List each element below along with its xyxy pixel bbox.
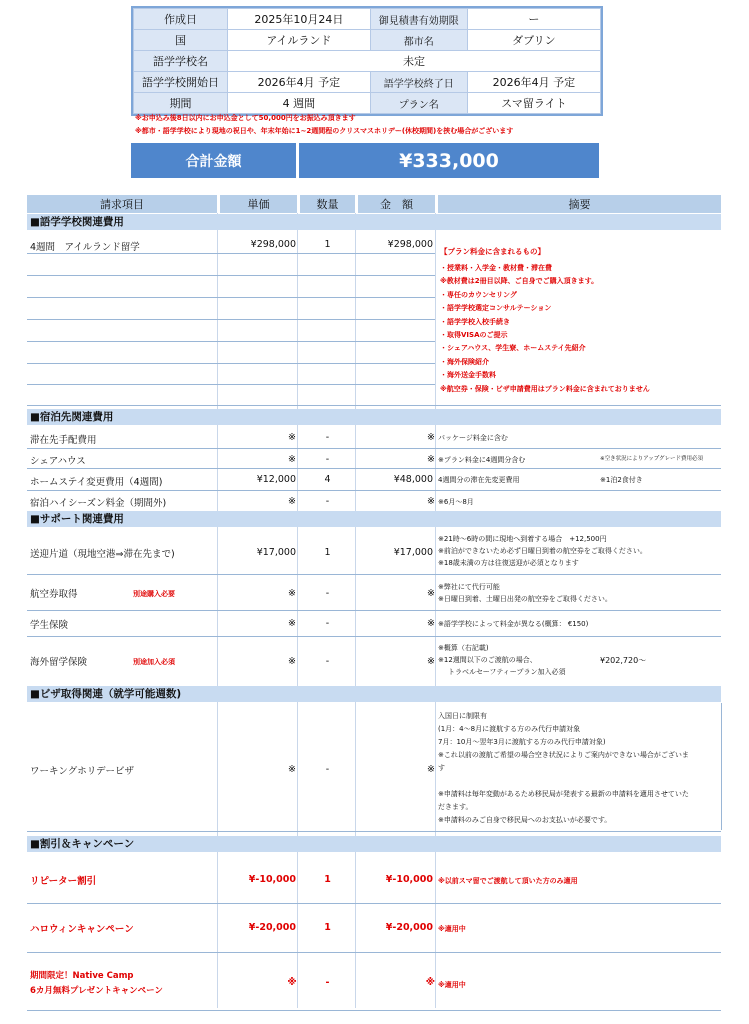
abroadins-amount: ※ — [427, 656, 435, 667]
airticket-unit: ※ — [288, 588, 296, 599]
row-line — [27, 405, 721, 406]
pickup-amount: ¥17,000 — [393, 547, 433, 558]
school-qty: 1 — [324, 239, 331, 250]
city-label: 都市名 — [370, 30, 467, 51]
row-line — [27, 952, 721, 953]
repeater-item: リピーター割引 — [30, 876, 97, 887]
plan-includes-list: ・授業料・入学金・教材費・滞在費 ※教材費は2冊目以降、ご自身でご購入頂きます。 ・専任のカウンセリング ・語学学校選定コンサルテーション ・語学学校入校手続き ・取得VISAのご提示 ・シェアハウス、学生寮、ホームステイ先紹介 ・海外保険紹介 ・海外送金手数料 ※航空券・保険・ビザ申請費用はプラン料金に含まれておりません — [440, 264, 650, 393]
country-value: アイルランド — [228, 30, 371, 51]
repeater-amount: ¥-10,000 — [385, 874, 433, 885]
studentins-qty: - — [325, 618, 330, 629]
repeater-qty: 1 — [324, 874, 331, 885]
column-divider — [721, 703, 722, 830]
end-label: 語学学校終了日 — [370, 72, 467, 93]
section-school: ■語学学校関連費用 — [27, 214, 721, 230]
row-line — [27, 384, 435, 385]
row-line — [27, 1010, 721, 1011]
validity-label: 御見積書有効期限 — [370, 9, 467, 30]
sharehouse-unit: ※ — [288, 454, 296, 465]
city-value: ダブリン — [467, 30, 600, 51]
halloween-amount: ¥-20,000 — [385, 922, 433, 933]
start-value: 2026年4月 予定 — [228, 72, 371, 93]
sharehouse-amount: ※ — [427, 454, 435, 465]
arrangement-unit: ※ — [288, 432, 296, 443]
repeater-unit: ¥-10,000 — [248, 874, 296, 885]
homestay-remark2: ※1泊2食付き — [600, 476, 643, 484]
airticket-item: 航空券取得 — [30, 589, 78, 600]
abroadins-qty: - — [325, 656, 330, 667]
header-amount: 金 額 — [358, 195, 435, 213]
visa-item: ワーキングホリデービザ — [30, 766, 135, 777]
arrangement-amount: ※ — [427, 432, 435, 443]
created-value: 2025年10月24日 — [228, 9, 371, 30]
header-remarks: 摘要 — [438, 195, 721, 213]
row-line — [27, 903, 721, 904]
studentins-unit: ※ — [288, 618, 296, 629]
sharehouse-remark2: ※空き状況によりアップグレード費用必須 — [600, 456, 704, 462]
arrangement-qty: - — [325, 432, 330, 443]
highseason-remark: ※6月～8月 — [438, 498, 474, 506]
plan-label: プラン名 — [370, 93, 467, 114]
homestay-item: ホームステイ変更費用（4週間) — [30, 477, 163, 488]
row-line — [27, 610, 721, 611]
row-line — [27, 831, 721, 832]
school-amount: ¥298,000 — [387, 239, 433, 250]
school-label: 語学学校名 — [134, 51, 228, 72]
homestay-qty: 4 — [324, 474, 331, 485]
row-line — [27, 490, 721, 491]
header-unit: 単価 — [220, 195, 297, 213]
created-label: 作成日 — [134, 9, 228, 30]
plan-includes-title: 【プラン料金に含まれるもの】 — [440, 247, 545, 256]
halloween-unit: ¥-20,000 — [248, 922, 296, 933]
abroadins-unit: ※ — [288, 656, 296, 667]
airticket-amount: ※ — [427, 588, 435, 599]
homestay-remark: 4週間分の滞在先変更費用 — [438, 476, 520, 484]
highseason-unit: ※ — [288, 496, 296, 507]
school-item: 4週間 アイルランド留学 — [30, 242, 140, 253]
school-unit: ¥298,000 — [250, 239, 296, 250]
row-line — [27, 448, 721, 449]
halloween-qty: 1 — [324, 922, 331, 933]
country-label: 国 — [134, 30, 228, 51]
row-line — [27, 341, 435, 342]
nativecamp-amount: ※ — [425, 977, 435, 988]
validity-value: ー — [467, 9, 600, 30]
visa-remarks: 入国日に制限有 (1月：4～8月に渡航する方のみ代行申請対象 7月：10月～翌年3月に渡航する方のみ代行申請対象) ※これ以前の渡航ご希望の場合空き状況によりご案内ができない場合がございま す ※申請料は毎年変動があるため移民局が発表する最新の申請料を適用させていた だきます。 ※申請料のみご自身で移民局へのお支払いが必要です。 — [438, 712, 689, 824]
abroadins-tag: 別途加入必須 — [133, 658, 175, 666]
plan-value: スマ留ライト — [467, 93, 600, 114]
period-label: 期間 — [134, 93, 228, 114]
studentins-remark: ※語学学校によって料金が異なる(概算： €150) — [438, 620, 589, 628]
visa-unit: ※ — [288, 764, 296, 775]
start-label: 語学学校開始日 — [134, 72, 228, 93]
abroadins-price: ¥202,720～ — [600, 656, 647, 665]
nativecamp-remark: ※適用中 — [438, 981, 466, 989]
sharehouse-qty: - — [325, 454, 330, 465]
row-line — [27, 253, 435, 254]
section-visa: ■ビザ取得関連（就学可能週数) — [27, 686, 721, 702]
row-line — [27, 275, 435, 276]
pickup-remarks: ※21時～6時の間に現地へ到着する場合 +12,500円 ※前泊ができないため必ず日曜日到着の航空券をご取得ください。 ※18歳未満の方は往復送迎が必須となります — [438, 535, 647, 567]
quote-info-table — [131, 6, 603, 116]
header-item: 請求項目 — [27, 195, 217, 213]
period-value: 4 週間 — [228, 93, 371, 114]
airticket-remarks: ※弊社にて代行可能 ※日曜日到着、土曜日出発の航空券をご取得ください。 — [438, 583, 612, 603]
row-line — [27, 468, 721, 469]
header-qty: 数量 — [300, 195, 355, 213]
highseason-qty: - — [325, 496, 330, 507]
nativecamp-qty: - — [325, 977, 330, 988]
halloween-item: ハロウィンキャンペーン — [30, 924, 134, 935]
visa-amount: ※ — [427, 764, 435, 775]
section-discount: ■割引＆キャンペーン — [27, 836, 721, 852]
repeater-remark: ※以前スマ留でご渡航して頂いた方のみ適用 — [438, 877, 578, 885]
school-value: 未定 — [228, 51, 601, 72]
total-value: ¥333,000 — [299, 143, 599, 178]
total-label: 合計金額 — [131, 143, 296, 178]
row-line — [27, 363, 435, 364]
pickup-item: 送迎片道（現地空港⇒滞在先まで) — [30, 549, 175, 560]
row-line — [27, 636, 721, 637]
sharehouse-remark: ※プラン料金に4週間分含む — [438, 456, 526, 464]
studentins-amount: ※ — [427, 618, 435, 629]
abroadins-remarks: ※概算（右記載) ※12週間以下のご渡航の場合、 トラベルセーフティープラン加入必須 — [438, 644, 566, 676]
pickup-qty: 1 — [324, 547, 331, 558]
homestay-unit: ¥12,000 — [256, 474, 296, 485]
highseason-item: 宿泊ハイシーズン料金（期間外) — [30, 498, 167, 509]
sharehouse-item: シェアハウス — [30, 456, 86, 467]
pickup-unit: ¥17,000 — [256, 547, 296, 558]
section-support: ■サポート関連費用 — [27, 511, 721, 527]
visa-qty: - — [325, 764, 330, 775]
end-value: 2026年4月 予定 — [467, 72, 600, 93]
homestay-amount: ¥48,000 — [393, 474, 433, 485]
airticket-tag: 別途購入必要 — [133, 590, 175, 598]
note-holiday: ※都市・語学学校により現地の祝日や、年末年始に1~2週間程のクリスマスホリデー(休校期間)を挟む場合がございます — [135, 127, 514, 135]
row-line — [27, 297, 435, 298]
note-deposit: ※お申込み後8日以内にお申込金として50,000円をお振込み頂きます — [135, 114, 356, 122]
highseason-amount: ※ — [427, 496, 435, 507]
nativecamp-item: 期間限定！Native Camp 6カ月無料プレゼントキャンペーン — [30, 971, 163, 996]
airticket-qty: - — [325, 588, 330, 599]
section-accommodation: ■宿泊先関連費用 — [27, 409, 721, 425]
abroadins-item: 海外留学保険 — [30, 657, 88, 668]
arrangement-remark: パッケージ料金に含む — [438, 434, 508, 442]
nativecamp-unit: ※ — [287, 977, 297, 988]
halloween-remark: ※適用中 — [438, 925, 466, 933]
studentins-item: 学生保険 — [30, 620, 69, 631]
row-line — [27, 319, 435, 320]
row-line — [27, 574, 721, 575]
arrangement-item: 滞在先手配費用 — [30, 435, 97, 446]
